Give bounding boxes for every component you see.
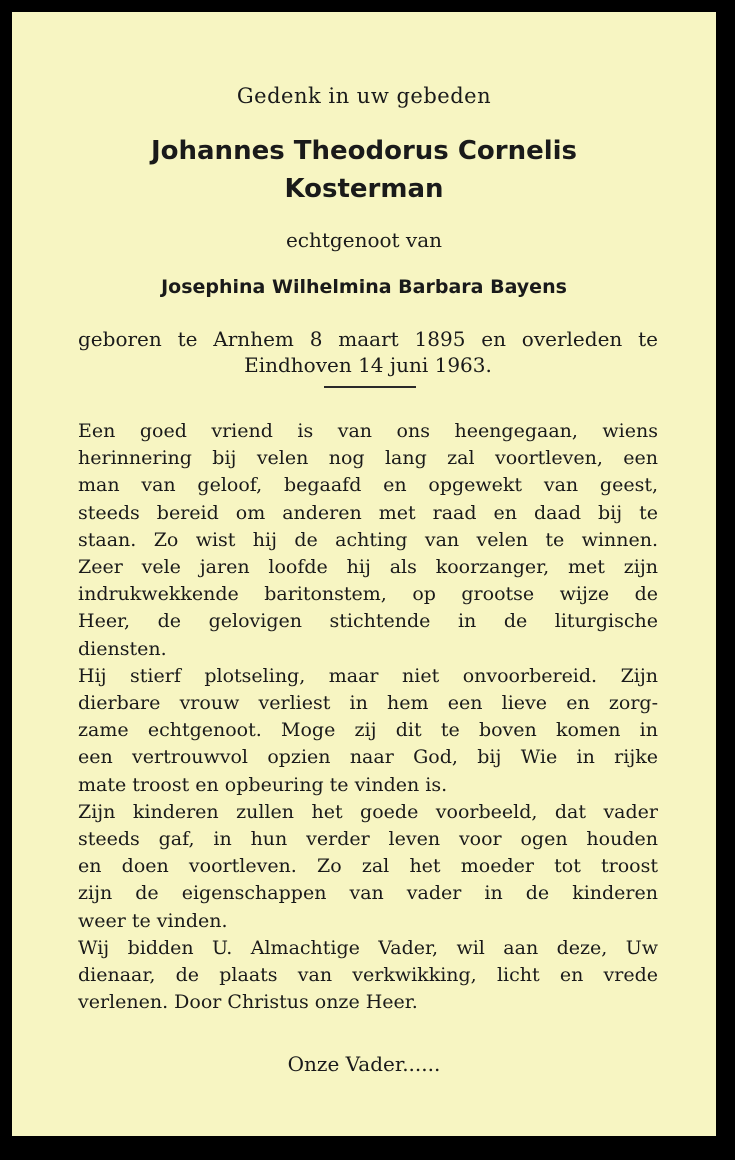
paragraph-2: [78, 663, 658, 799]
spouse-name: Josephina Wilhelmina Barbara Bayens: [161, 276, 567, 298]
text-line: steeds bereid om anderen met raad en daad bij te: [78, 501, 658, 524]
text-line: indrukwekkende baritonstem, op grootse wijze de: [78, 583, 658, 606]
text-line: Zeer vele jaren loofde hij als koorzanger, met zijn: [78, 556, 658, 579]
text-line: man van geloof, begaafd en opgewekt van geest,: [78, 474, 658, 497]
dates-line1: geboren te Arnhem 8 maart 1895 en overleden te: [78, 327, 658, 351]
text-line: Wij bidden U. Almachtige Vader, wil aan deze, Uw: [78, 936, 658, 959]
text-line: Een goed vriend is van ons heengegaan, wiens: [78, 420, 658, 442]
text-line: en doen voortleven. Zo zal het moeder tot troost: [78, 855, 658, 878]
paragraph-4: [78, 935, 658, 1017]
text-line: Hij stierf plotseling, maar niet onvoorbereid. Zijn: [78, 664, 658, 687]
paragraph-3: [78, 799, 658, 935]
dates-line2: Eindhoven 14 juni 1963.: [244, 353, 492, 377]
deceased-name-line1: Johannes Theodorus Cornelis: [150, 136, 578, 166]
spouse-label: echtgenoot van: [285, 228, 443, 252]
text-line: Heer, de gelovigen stichtende in de liturgische: [78, 610, 658, 633]
intro-text: Gedenk in uw gebeden: [236, 84, 492, 108]
text-line: een vertrouwvol opzien naar God, bij Wie in rijke: [78, 746, 658, 769]
birth-death-dates: [78, 326, 658, 378]
text-line: diensten.: [78, 637, 167, 660]
closing-prayer: Onze Vader......: [287, 1052, 441, 1076]
text-line: steeds gaf, in hun verder leven voor ogen houden: [78, 828, 658, 851]
text-line: zame echtgenoot. Moge zij dit te boven komen in: [78, 719, 658, 742]
text-line: verlenen. Door Christus onze Heer.: [78, 991, 418, 1014]
text-line: zijn de eigenschappen van vader in de kinderen: [78, 882, 658, 905]
text-line: weer te vinden.: [78, 909, 228, 932]
divider-rule: [324, 386, 416, 388]
deceased-name: [12, 132, 716, 208]
memorial-text: [78, 418, 658, 1016]
text-line: staan. Zo wist hij de achting van velen te winnen.: [78, 528, 658, 551]
text-line: mate troost en opbeuring te vinden is.: [78, 773, 448, 796]
paragraph-1: [78, 418, 658, 663]
deceased-name-line2: Kosterman: [284, 174, 444, 204]
text-line: Zijn kinderen zullen het goede voorbeeld, dat vader: [78, 800, 658, 823]
memorial-card: [12, 12, 716, 1136]
text-line: dienaar, de plaats van verkwikking, licht en vrede: [78, 964, 658, 987]
text-line: dierbare vrouw verliest in hem een lieve en zorg-: [78, 692, 658, 715]
text-line: herinnering bij velen nog lang zal voortleven, een: [78, 447, 658, 470]
